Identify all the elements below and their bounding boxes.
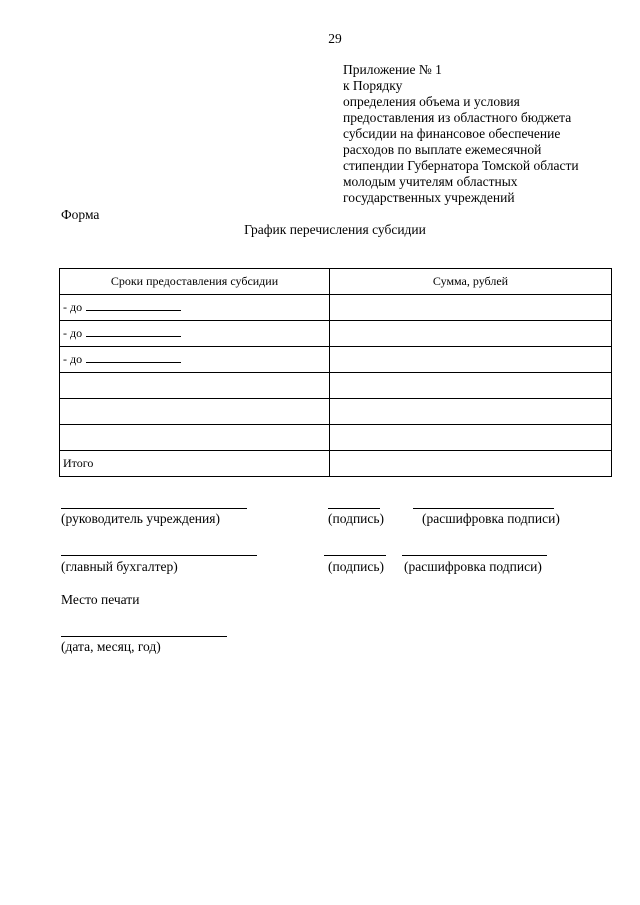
head-decode-label: (расшифровка подписи): [422, 511, 560, 526]
accountant-decode-label: (расшифровка подписи): [404, 559, 542, 574]
head-signature-line[interactable]: [61, 508, 247, 509]
date-blank: [86, 352, 181, 363]
appendix-line: определения объема и условия: [343, 94, 520, 109]
appendix-header: [343, 62, 579, 206]
term-cell[interactable]: [60, 399, 330, 425]
schedule-table: [59, 268, 612, 477]
head-sign-line[interactable]: [328, 508, 380, 509]
appendix-line: к Порядку: [343, 78, 403, 93]
table-row: [60, 373, 612, 399]
table-row: [60, 321, 612, 347]
appendix-line: стипендии Губернатора Томской области: [343, 158, 579, 173]
term-prefix: - до: [63, 300, 83, 314]
page-number: 29: [328, 31, 342, 46]
term-cell[interactable]: [60, 321, 330, 347]
accountant-sign-line[interactable]: [324, 555, 386, 556]
term-cell[interactable]: [60, 425, 330, 451]
appendix-line: предоставления из областного бюджета: [343, 110, 572, 125]
head-sign-label: (подпись): [328, 511, 385, 526]
table-row: [60, 399, 612, 425]
amount-cell[interactable]: [330, 295, 612, 321]
head-decode-line[interactable]: [413, 508, 554, 509]
appendix-line: субсидии на финансовое обеспечение: [343, 126, 561, 141]
amount-cell[interactable]: [330, 399, 612, 425]
form-label: Форма: [61, 207, 100, 222]
date-line[interactable]: [61, 636, 227, 637]
table-row: [60, 347, 612, 373]
table-row: [60, 425, 612, 451]
term-prefix: - до: [63, 326, 83, 340]
accountant-decode-line[interactable]: [402, 555, 547, 556]
amount-cell[interactable]: [330, 425, 612, 451]
head-label: (руководитель учреждения): [61, 511, 220, 526]
amount-cell[interactable]: [330, 373, 612, 399]
appendix-line: молодым учителям областных: [343, 174, 518, 189]
amount-cell[interactable]: [330, 321, 612, 347]
accountant-signature-line[interactable]: [61, 555, 257, 556]
date-label: (дата, месяц, год): [61, 639, 161, 654]
term-cell[interactable]: [60, 347, 330, 373]
table-header-row: [60, 269, 612, 295]
date-blank: [86, 300, 181, 311]
term-cell[interactable]: [60, 373, 330, 399]
total-amount-cell[interactable]: [330, 451, 612, 477]
term-prefix: - до: [63, 352, 83, 366]
appendix-line: Приложение № 1: [343, 62, 442, 77]
date-blank: [86, 326, 181, 337]
amount-cell[interactable]: [330, 347, 612, 373]
document-title: График перечисления субсидии: [244, 222, 426, 237]
term-cell[interactable]: [60, 295, 330, 321]
table-row: [60, 295, 612, 321]
header-terms: Сроки предоставления субсидии: [60, 269, 330, 295]
stamp-place-label: Место печати: [61, 592, 140, 607]
total-row: [60, 451, 612, 477]
appendix-line: расходов по выплате ежемесячной: [343, 142, 542, 157]
accountant-sign-label: (подпись): [328, 559, 385, 574]
appendix-line: государственных учреждений: [343, 190, 515, 205]
header-amount: Сумма, рублей: [330, 269, 612, 295]
total-label: Итого: [60, 451, 330, 477]
accountant-label: (главный бухгалтер): [61, 559, 178, 574]
